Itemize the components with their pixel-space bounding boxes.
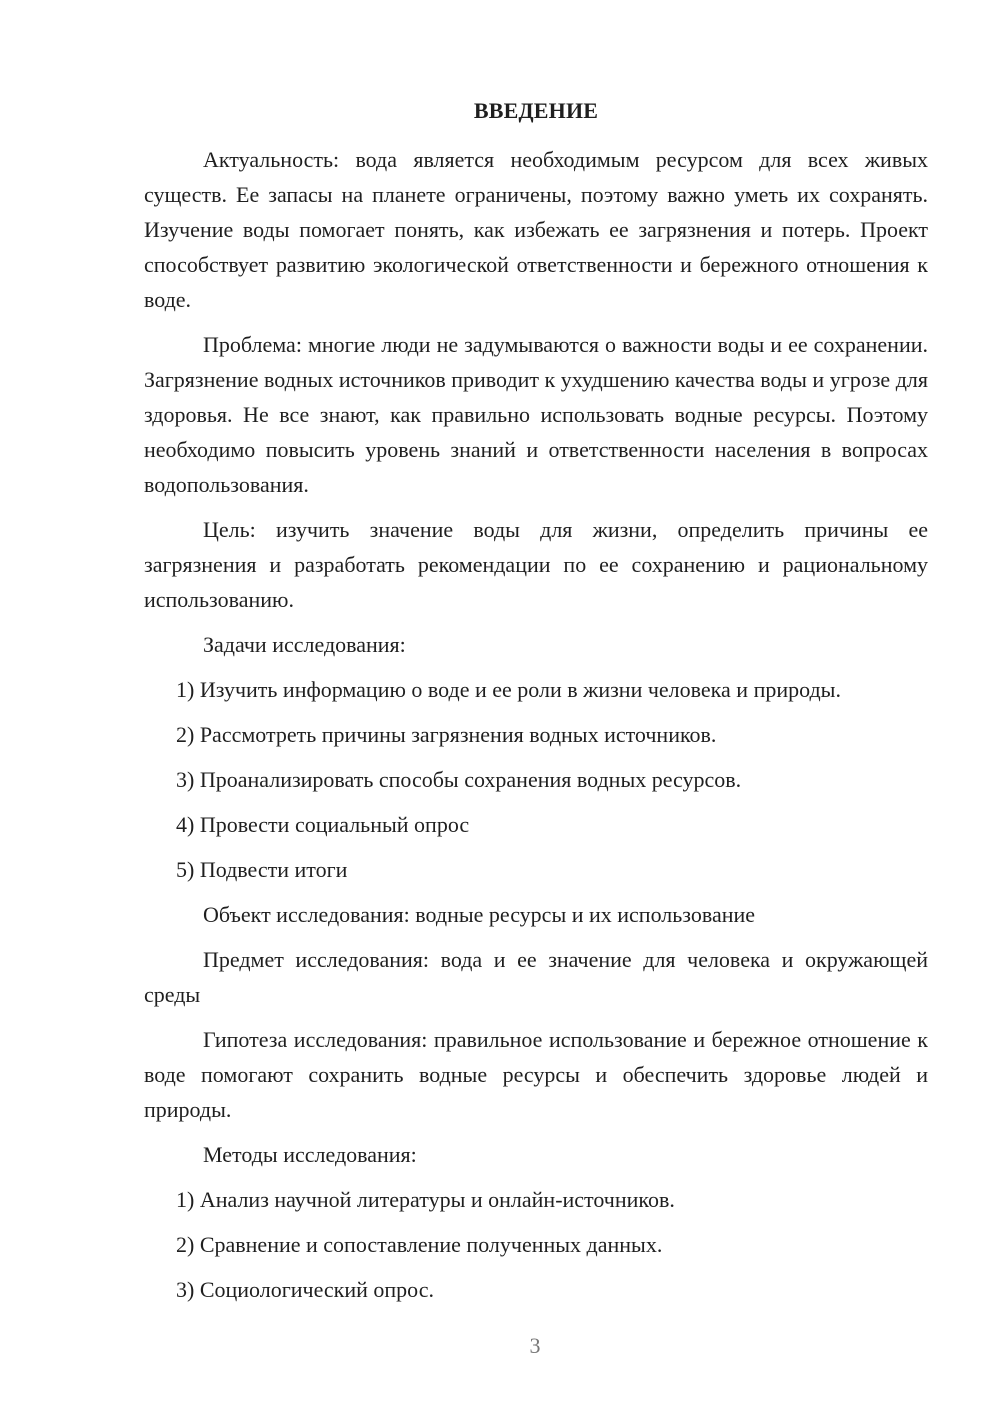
subject-paragraph: Предмет исследования: вода и ее значение для человека и окружающей среды [144,947,928,1007]
tasks-list [144,672,928,887]
task-item: 4) Провести социальный опрос [176,812,470,837]
methods-heading: Методы исследования: [203,1142,417,1167]
method-item: 1) Анализ научной литературы и онлайн-источников. [176,1187,675,1212]
task-item: 2) Рассмотреть причины загрязнения водных источников. [176,722,717,747]
page-content [144,96,928,1317]
task-item: 1) Изучить информацию о воде и ее роли в жизни человека и природы. [176,677,841,702]
method-item: 2) Сравнение и сопоставление полученных данных. [176,1232,663,1257]
page-number: 3 [529,1333,541,1358]
methods-list [144,1182,928,1307]
section-title: ВВЕДЕНИЕ [473,98,599,123]
goal-paragraph: Цель: изучить значение воды для жизни, определить причины ее загрязнения и разработать рекомендации по ее сохранению и рациональному использованию. [144,517,928,612]
tasks-heading: Задачи исследования: [203,632,406,657]
task-item: 3) Проанализировать способы сохранения водных ресурсов. [176,767,742,792]
object-paragraph: Объект исследования: водные ресурсы и их использование [203,902,756,927]
problem-paragraph: Проблема: многие люди не задумываются о важности воды и ее сохранении. Загрязнение водных источников приводит к ухудшению качества воды и угрозе для здоровья. Не все знают, как правильно использовать водные ресурсы. Поэтому необходимо повысить уровень знаний и ответственности населения в вопросах водопользования. [144,332,928,497]
method-item: 3) Социологический опрос. [176,1277,434,1302]
relevance-paragraph: Актуальность: вода является необходимым ресурсом для всех живых существ. Ее запасы на планете ограничены, поэтому важно уметь их сохранять. Изучение воды помогает понять, как избежать ее загрязнения и потерь. Проект способствует развитию экологической ответственности и бережного отношения к воде. [144,147,928,312]
hypothesis-paragraph: Гипотеза исследования: правильное использование и бережное отношение к воде помогают сохранить водные ресурсы и обеспечить здоровье людей и природы. [144,1027,928,1122]
task-item: 5) Подвести итоги [176,857,348,882]
